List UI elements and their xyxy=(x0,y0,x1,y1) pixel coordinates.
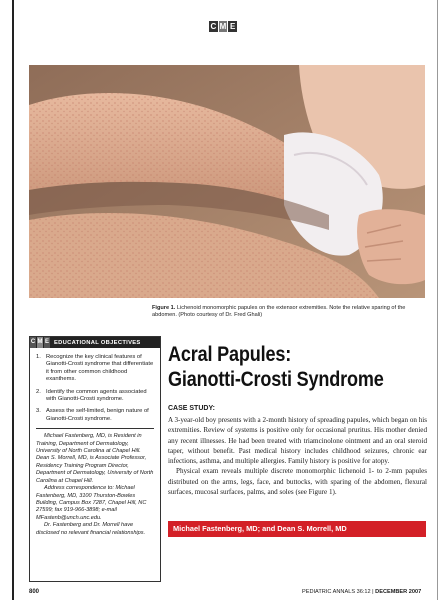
title-line-1: Acral Papules: xyxy=(168,343,292,366)
objectives-title: EDUCATIONAL OBJECTIVES xyxy=(54,339,141,346)
body-paragraph: Physical exam reveals multiple discrete monomorphic lichenoid 1- to 2-mm papules distributed on the arms, legs, face, and buttocks, with sparing of the abdomen, flexural surfaces, mucosal surfaces, palms, and soles (see Figure 1). xyxy=(168,467,427,497)
figure-photo xyxy=(29,65,425,298)
issue-date: DECEMBER 2007 xyxy=(375,589,422,595)
list-item xyxy=(36,354,154,384)
author-affiliations xyxy=(36,433,154,537)
educational-objectives-box xyxy=(29,336,161,582)
objective-text: Recognize the key clinical features of Gianotti-Crosti syndrome that differentiate it from other common childhood exanthems. xyxy=(46,354,154,383)
case-study-heading: CASE STUDY: xyxy=(168,405,215,412)
objective-number: 1. xyxy=(36,354,41,360)
figure-caption xyxy=(152,305,424,319)
journal-name: PEDIATRIC ANNALS 36:12 | xyxy=(302,589,374,595)
title-line-2: Gianotti-Crosti Syndrome xyxy=(168,368,384,391)
cme-badge-letter: M xyxy=(219,22,227,31)
body-paragraph: A 3-year-old boy presents with a 2-month history of spreading papules, which began on his extremities. Review of systems is positive only for occasional pruritus. His mother denied any recent illnesses. He had been treated with triamcinolone ointment and an oral steroid taper, without benefit. Past medical history includes childhood seizures, chronic ear infections, asthma, and multiple allergies. Family history is positive for atopy. xyxy=(168,416,427,466)
list-item xyxy=(36,408,154,423)
cme-badge-letter: C xyxy=(210,22,217,31)
sidebar-cme-badge xyxy=(30,337,50,348)
left-margin-rule xyxy=(12,0,14,600)
author-byline: Michael Fastenberg, MD; and Dean S. Morrell, MD xyxy=(168,521,426,537)
article-title xyxy=(168,342,393,392)
figure-label: Figure 1. xyxy=(152,305,176,311)
figure-caption-text: Lichenoid monomorphic papules on the extensor extremities. Note the relative sparing of the abdomen. (Photo courtesy of Dr. Fred Ghali) xyxy=(152,305,406,319)
list-item xyxy=(36,389,154,404)
objectives-list xyxy=(36,354,154,423)
cme-badge-letter: C xyxy=(30,337,36,348)
sidebar-divider xyxy=(36,428,154,429)
right-margin-rule xyxy=(437,0,438,600)
objective-number: 2. xyxy=(36,388,41,395)
clinical-photo-illustration xyxy=(29,65,425,298)
objective-number: 3. xyxy=(36,408,41,415)
journal-footer xyxy=(302,589,421,595)
cme-badge-letter: M xyxy=(37,337,43,348)
page-number: 800 xyxy=(29,589,40,595)
disclosure-text: Dr. Fastenberg and Dr. Morrell have disclosed no relevant financial relationships. xyxy=(36,522,146,536)
article-body xyxy=(168,415,427,497)
cme-badge-letter: E xyxy=(230,22,236,31)
objective-text: Identify the common agents associated with Gianotti-Crosti syndrome. xyxy=(46,388,147,403)
cme-badge-letter: E xyxy=(44,337,50,348)
cme-badge xyxy=(209,21,237,32)
affiliation-text: Michael Fastenberg, MD, is Resident in Training, Department of Dermatology, University of North Carolina at Chapel Hill. Dean S. Morrell, MD, is Associate Professor, Residency Training Program Director, Department of Dermatology, University of North Carolina at Chapel Hill. xyxy=(36,433,154,484)
correspondence-text: Address correspondence to: Michael Fastenberg, MD, 3100 Thurston-Bowles Building, Campus Box 7287, Chapel Hill, NC 27599; fax 919-966-3898; e-mail MFastenb@unch.unc.edu. xyxy=(36,485,147,521)
objective-text: Assess the self-limited, benign nature of Gianotti-Crosti syndrome. xyxy=(46,408,149,422)
objectives-header xyxy=(30,337,160,348)
